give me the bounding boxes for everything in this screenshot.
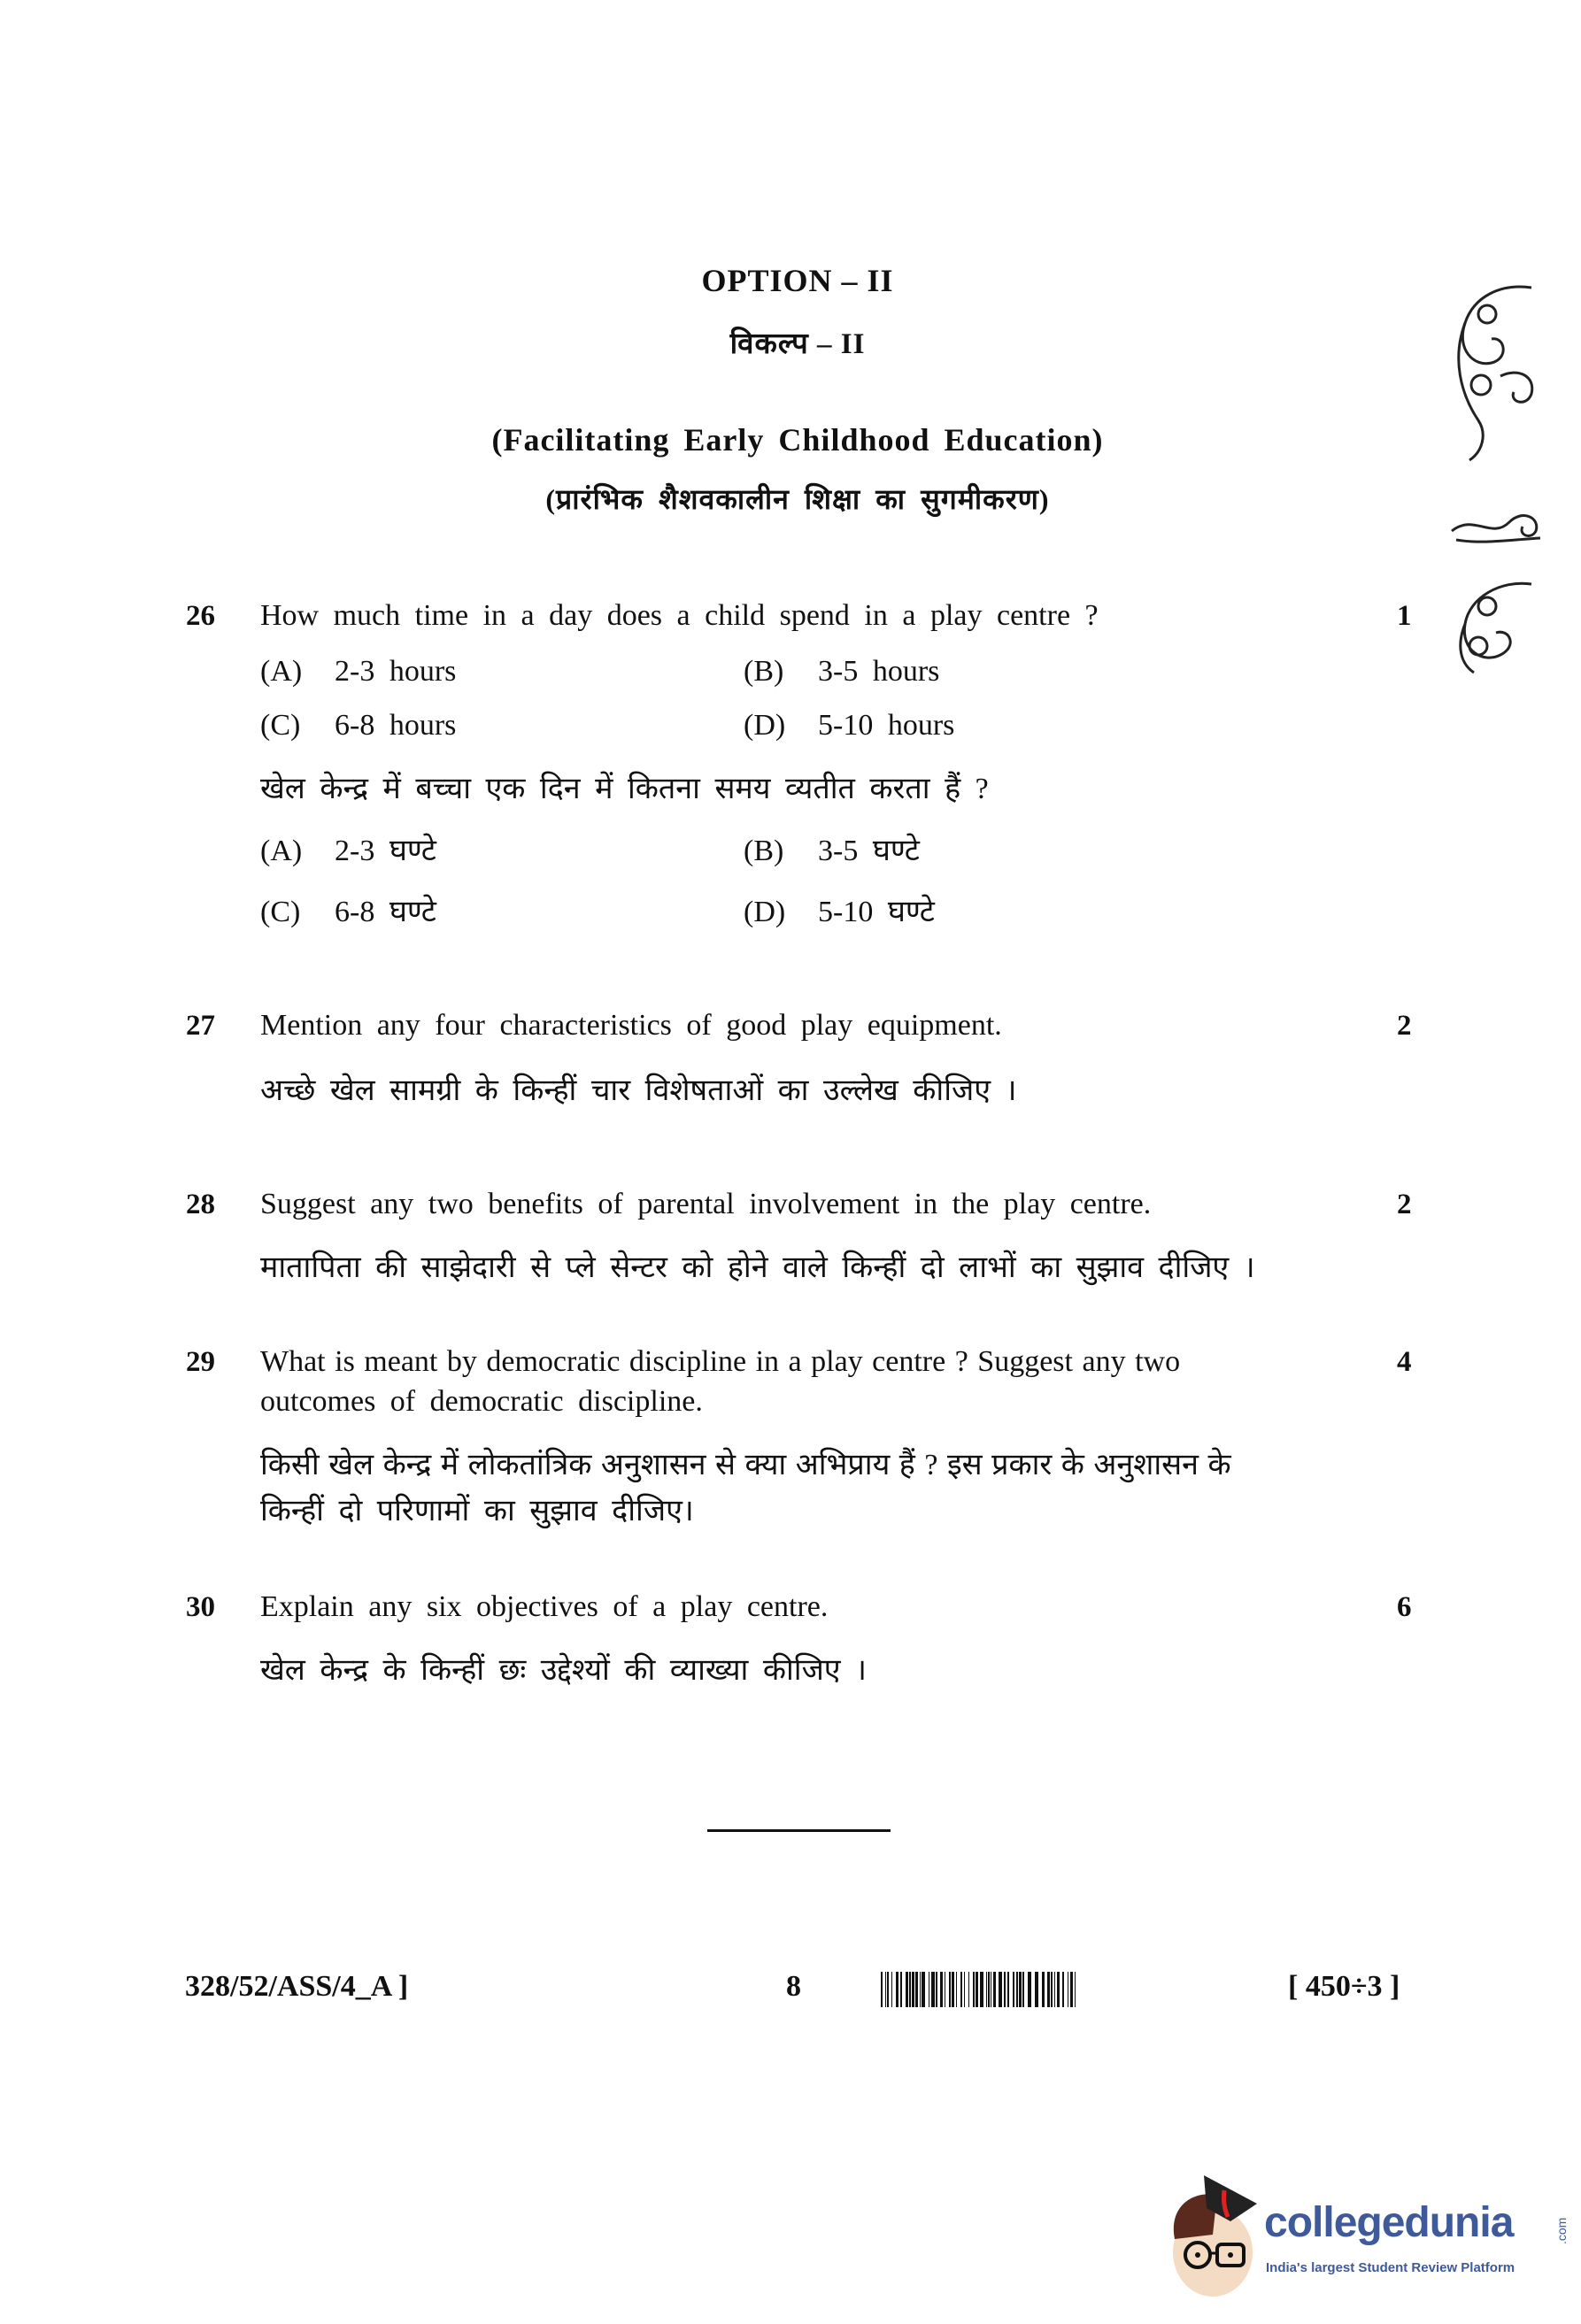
option-text: 6-8 hours [335, 709, 457, 742]
option-text: 2-3 hours [335, 655, 457, 688]
question-text-hi: अच्छे खेल सामग्री के किन्हीं चार विशेषताओं का उल्लेख कीजिए । [260, 1074, 1017, 1107]
option-text: 2-3 घण्टे [335, 835, 436, 867]
paper-code: 328/52/ASS/4_A ] [185, 1970, 409, 2003]
copy-count: [ 450÷3 ] [1288, 1970, 1400, 2003]
question-marks: 2 [1397, 1189, 1412, 1220]
option-a-en [260, 655, 456, 689]
option-label: (C) [260, 709, 301, 742]
subject-title-hi: (प्रारंभिक शैशवकालीन शिक्षा का सुगमीकरण) [545, 483, 1050, 515]
mascot-icon [1164, 2168, 1261, 2301]
question-marks: 2 [1397, 1010, 1412, 1042]
question-text-en: Explain any six objectives of a play centre. [260, 1590, 829, 1623]
option-label: (A) [260, 655, 303, 688]
option-text: 5-10 घण्टे [818, 896, 935, 928]
question-text-en: Mention any four characteristics of good play equipment. [260, 1009, 1002, 1042]
brand-logo-text: collegedunia [1264, 2199, 1514, 2246]
option-title-en: OPTION – II [701, 263, 894, 298]
question-text-hi-line2: किन्हीं दो परिणामों का सुझाव दीजिए। [260, 1495, 694, 1528]
option-c-hi [260, 889, 436, 930]
option-title-hi: विकल्प – II [729, 328, 866, 360]
brand-domain: .com [1554, 2217, 1569, 2244]
question-text-hi: खेल केन्द्र के किन्हीं छः उद्देश्यों की व्याख्या कीजिए । [260, 1654, 867, 1687]
option-b-hi [744, 828, 920, 869]
option-label: (C) [260, 896, 301, 928]
end-rule [707, 1829, 891, 1832]
barcode-bar [1075, 1972, 1076, 2007]
question-marks: 1 [1397, 600, 1412, 632]
option-text: 3-5 hours [818, 655, 940, 688]
question-text-en: What is meant by democratic discipline in a play centre ? Suggest any two [260, 1345, 1181, 1378]
question-marks: 6 [1397, 1591, 1412, 1623]
question-number: 30 [186, 1591, 215, 1623]
question-text-hi: किसी खेल केन्द्र में लोकतांत्रिक अनुशासन से क्या अभिप्राय हैं ? इस प्रकार के अनुशासन के [260, 1449, 1231, 1481]
option-label: (D) [744, 896, 786, 928]
question-text-en: Suggest any two benefits of parental involvement in the play centre. [260, 1188, 1152, 1220]
barcode [881, 1972, 1266, 2007]
brand-tagline: India's largest Student Review Platform [1266, 2260, 1515, 2275]
question-text-en: How much time in a day does a child spend in a play centre ? [260, 599, 1099, 632]
option-label: (B) [744, 835, 784, 867]
question-text-en-line2: outcomes of democratic discipline. [260, 1385, 703, 1418]
option-a-hi [260, 828, 436, 869]
option-text: 3-5 घण्टे [818, 835, 920, 867]
question-marks: 4 [1397, 1346, 1412, 1378]
option-d-hi [744, 889, 935, 930]
option-b-en [744, 655, 939, 689]
subject-title-en: (Facilitating Early Childhood Education) [491, 422, 1104, 458]
page-number: 8 [786, 1970, 801, 2003]
ornament-icon [1447, 279, 1545, 465]
option-d-en [744, 709, 954, 743]
option-text: 6-8 घण्टे [335, 896, 436, 928]
question-number: 28 [186, 1189, 215, 1220]
option-label: (B) [744, 655, 784, 688]
question-number: 26 [186, 600, 215, 632]
question-text-hi: खेल केन्द्र में बच्चा एक दिन में कितना समय व्यतीत करता हैं ? [260, 773, 989, 805]
option-label: (D) [744, 709, 786, 742]
question-text-hi: मातापिता की साझेदारी से प्ले सेन्टर को होने वाले किन्हीं दो लाभों का सुझाव दीजिए । [260, 1251, 1255, 1284]
question-number: 27 [186, 1010, 215, 1042]
ornament-icon [1447, 575, 1545, 677]
ornament-icon [1447, 504, 1545, 549]
option-text: 5-10 hours [818, 709, 955, 742]
option-label: (A) [260, 835, 303, 867]
option-c-en [260, 709, 456, 743]
question-number: 29 [186, 1346, 215, 1378]
